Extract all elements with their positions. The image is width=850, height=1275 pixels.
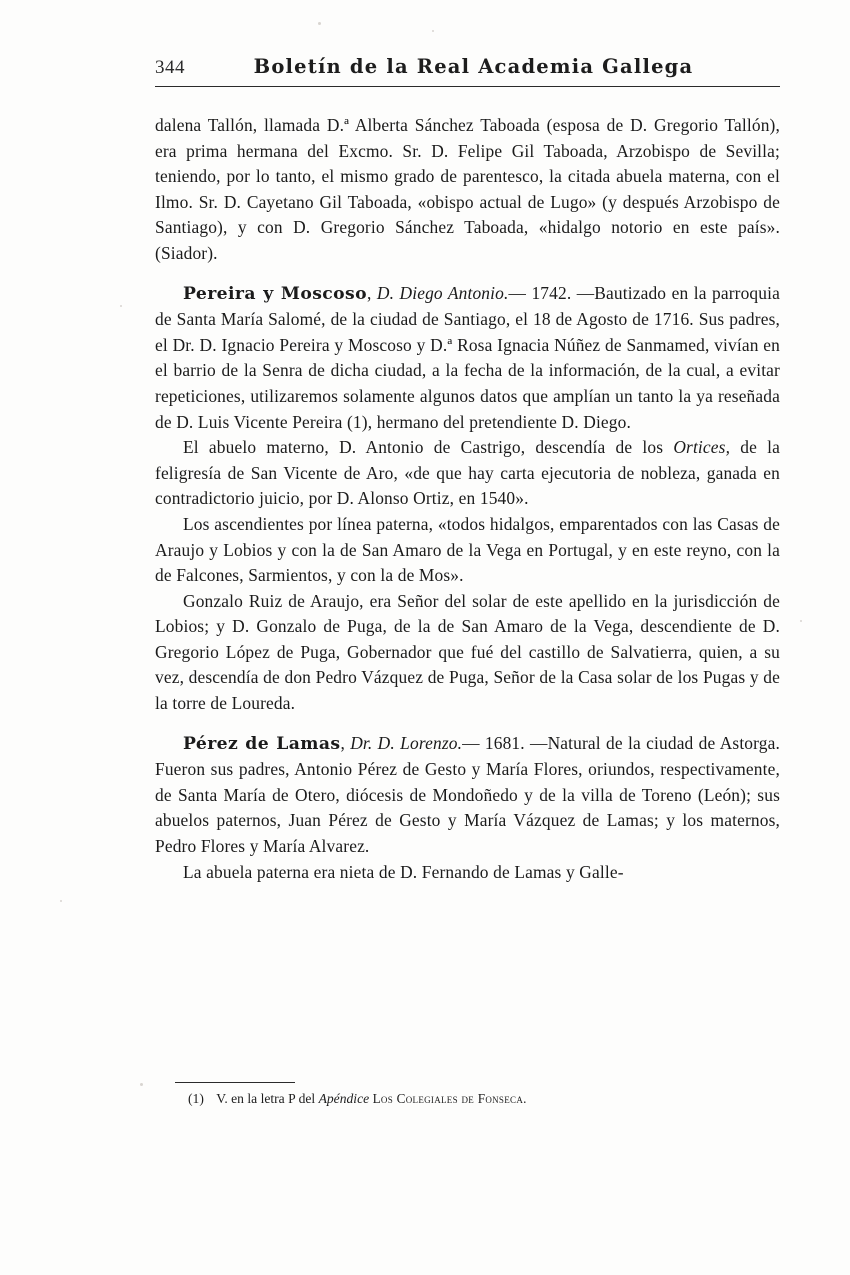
entry-separator: , — [366, 282, 377, 303]
scan-speck — [60, 900, 62, 902]
footnote — [188, 1090, 788, 1108]
footnote-text-before: V. en la letra P del — [216, 1091, 319, 1106]
scan-speck — [140, 1083, 143, 1086]
paragraph-text-a: El abuelo materno, D. Antonio de Castrigo, descendía de los — [183, 437, 674, 458]
paragraph-text-b: de la feligresía de San Vicente de Aro, «de que hay carta ejecutoria de nobleza, ganada en contradictorio juicio, por D. Alonso Ortiz, en 1540». — [155, 437, 780, 509]
paragraph-continued: dalena Tallón, llamada D.ª Alberta Sánchez Taboada (esposa de D. Gregorio Tallón), era prima hermana del Excmo. Sr. D. Felipe Gil Taboada, Arzobispo de Sevilla; teniendo, por lo tanto, el mismo grado de parentesco, la citada abuela materna, con el Ilmo. Sr. D. Cayetano Gil Taboada, «obispo actual de Lugo» (y después Arzobispo de Santiago), y con D. Gregorio Sánchez Taboada, «hidalgo notorio en este país». (Siador). — [155, 115, 780, 263]
entry-year: — 1681. — — [462, 732, 548, 753]
entry-pereira-y-moscoso — [155, 281, 780, 436]
running-title: Boletín de la Real Academia Gallega — [253, 55, 694, 78]
footnote-marker: (1) — [188, 1091, 204, 1106]
footnote-smallcaps-title: Los Colegiales de Fonseca. — [372, 1091, 527, 1106]
entry-name: Pereira y Moscoso — [183, 283, 367, 304]
entry-given-name: Dr. D. Lorenzo. — [350, 732, 463, 753]
scan-speck — [318, 22, 321, 25]
page-body — [155, 113, 780, 885]
paragraph-gonzalo-ruiz: Gonzalo Ruiz de Araujo, era Señor del solar de este apellido en la jurisdicción de Lobios; y D. Gonzalo de Puga, de la de San Amaro de la Vega, descendiente de D. Gregorio López de Puga, Gobernador que fué del castillo de Salvatierra, quien, a su vez, descendía de don Pedro Vázquez de Puga, Señor de la Casa solar de los Pugas y de la torre de Loureda. — [155, 590, 780, 714]
footnote-italic-title: Apéndice — [318, 1091, 370, 1106]
scan-speck — [432, 30, 434, 32]
footnote-divider — [175, 1082, 295, 1083]
page-header — [155, 55, 780, 87]
scan-speck — [120, 305, 122, 307]
entry-name: Pérez de Lamas — [183, 733, 341, 754]
entry-text: Bautizado en la parroquia de Santa María Salomé, de la ciudad de Santiago, el 18 de Agosto de 1716. Sus padres, el Dr. D. Ignacio Pereira y Moscoso y D.ª Rosa Ignacia Núñez de Sanmamed, vivían en el barrio de la Senra de dicha ciudad, a la fecha de la información, de la cual, a evitar repeticiones, utilizaremos solamente algunos datos que amplían un tanto la ya reseñada de D. Luis Vicente Pereira (1), hermano del pretendiente D. Diego. — [155, 282, 780, 432]
entry-given-name: D. Diego Antonio. — [376, 282, 509, 303]
place-name-ortices: Ortices, — [673, 437, 731, 458]
folio-number: 344 — [155, 57, 185, 78]
paragraph-abuelo-materno — [155, 435, 780, 512]
entry-perez-de-lamas — [155, 731, 780, 860]
entry-year: — 1742. — — [508, 282, 595, 303]
paragraph-abuela-paterna: La abuela paterna era nieta de D. Fernando de Lamas y Galle- — [183, 861, 624, 882]
entry-text: Natural de la ciudad de Astorga. Fueron sus padres, Antonio Pérez de Gesto y María Flores, oriundos, respectivamente, de Santa María de Otero, diócesis de Mondoñedo y de la villa de Toreno (León); sus abuelos paternos, Juan Pérez de Gesto y María Vázquez de Lamas; y los maternos, Pedro Flores y María Alvarez. — [155, 732, 780, 857]
entry-separator: , — [340, 732, 351, 753]
scan-speck — [800, 620, 802, 622]
paragraph-ascendientes: Los ascendientes por línea paterna, «todos hidalgos, emparentados con las Casas de Araujo y Lobios y con la de San Amaro de la Vega en Portugal, y en este reyno, con la de Falcones, Sarmientos, y con la de Mos». — [155, 513, 780, 586]
page-content — [155, 55, 780, 885]
